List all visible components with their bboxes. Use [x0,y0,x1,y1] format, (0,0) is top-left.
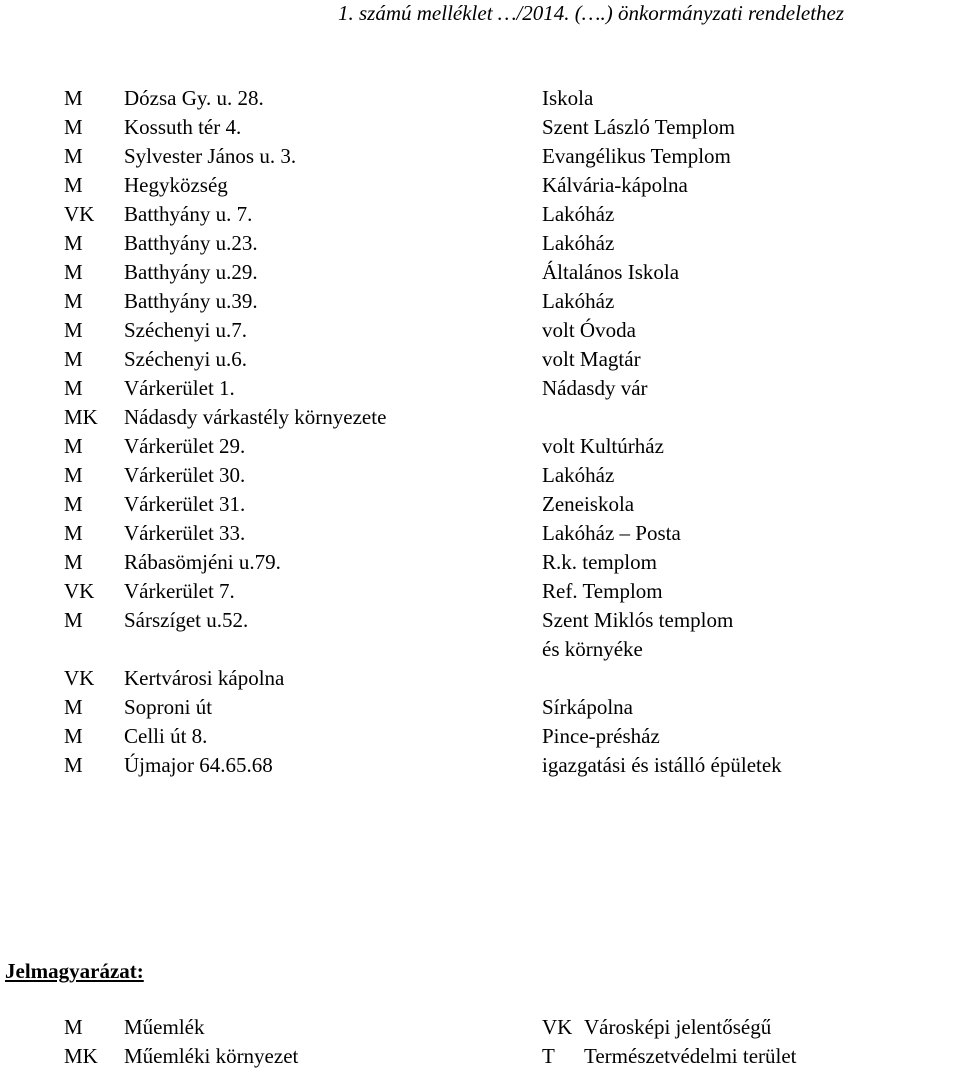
item-description: volt Magtár [542,347,641,371]
list-item [0,432,960,461]
item-code: M [64,231,83,255]
item-description: volt Kultúrház [542,434,664,458]
item-code: M [64,144,83,168]
legend-code: VK [542,1015,573,1039]
item-code: M [64,115,83,139]
item-code: M [64,550,83,574]
legend-code: M [64,1015,83,1039]
item-code: M [64,318,83,342]
list-item [0,200,960,229]
item-description-line1: Szent Miklós templom [542,608,734,632]
item-description: Lakóház – Posta [542,521,681,545]
item-address: Várkerület 31. [124,492,246,516]
legend-row [0,1013,960,1042]
item-code: VK [64,202,95,226]
annex-header: 1. számú melléklet …/2014. (….) önkormányzati rendelethez [338,1,845,25]
item-code: M [64,608,83,632]
legend-label: Műemléki környezet [124,1044,299,1068]
item-description-line2: és környéke [542,637,643,661]
list-item [0,606,960,664]
item-code: M [64,86,83,110]
item-description: Nádasdy vár [542,376,648,400]
item-code: M [64,434,83,458]
item-code: VK [64,579,95,603]
item-address: Soproni út [124,695,213,719]
legend-code: MK [64,1044,98,1068]
list-item [0,577,960,606]
item-description: Zeneiskola [542,492,635,516]
item-address: Várkerület 1. [124,376,235,400]
list-item [0,84,960,113]
item-address: Széchenyi u.7. [124,318,248,342]
list-item [0,403,960,432]
list-item [0,461,960,490]
legend-label: Természetvédelmi terület [584,1044,797,1068]
item-description: Lakóház [542,202,615,226]
legend-title: Jelmagyarázat: [5,959,144,983]
item-description: Lakóház [542,463,615,487]
list-item [0,722,960,751]
item-description: Evangélikus Templom [542,144,731,168]
list-item [0,751,960,780]
item-address: Várkerület 7. [124,579,235,603]
item-description: volt Óvoda [542,318,636,342]
item-address: Batthyány u. 7. [124,202,253,226]
item-description: R.k. templom [542,550,657,574]
item-address: Batthyány u.29. [124,260,258,284]
list-item [0,693,960,722]
item-description: Pince-présház [542,724,660,748]
item-code: M [64,173,83,197]
item-address: Nádasdy várkastély környezete [124,405,387,429]
list-item [0,229,960,258]
list-item [0,258,960,287]
item-address: Sárszíget u.52. [124,608,249,632]
list-item [0,345,960,374]
list-item [0,316,960,345]
item-address: Várkerület 30. [124,463,246,487]
item-code: M [64,289,83,313]
item-code: M [64,492,83,516]
item-description: Általános Iskola [542,260,680,284]
legend-label: Műemlék [124,1015,205,1039]
item-address: Várkerület 29. [124,434,246,458]
item-address: Széchenyi u.6. [124,347,248,371]
item-code: M [64,753,83,777]
item-address: Várkerület 33. [124,521,246,545]
list-item [0,519,960,548]
legend-label: Városképi jelentőségű [584,1015,772,1039]
item-address: Sylvester János u. 3. [124,144,297,168]
list-item [0,374,960,403]
item-address: Kertvárosi kápolna [124,666,285,690]
list-item [0,664,960,693]
list-item [0,142,960,171]
list-item [0,490,960,519]
item-description: Szent László Templom [542,115,735,139]
item-address: Újmajor 64.65.68 [124,753,273,777]
item-code: M [64,376,83,400]
list-item [0,287,960,316]
item-address: Kossuth tér 4. [124,115,242,139]
item-address: Hegyközség [124,173,228,197]
list-item [0,113,960,142]
item-description [542,606,733,664]
item-description: Sírkápolna [542,695,633,719]
item-description: Ref. Templom [542,579,663,603]
item-address: Batthyány u.23. [124,231,258,255]
list-item [0,548,960,577]
item-description: Iskola [542,86,594,110]
item-code: M [64,463,83,487]
item-description: Lakóház [542,289,615,313]
item-code: M [64,260,83,284]
item-code: M [64,521,83,545]
item-code: M [64,695,83,719]
item-address: Dózsa Gy. u. 28. [124,86,264,110]
item-description: Lakóház [542,231,615,255]
list-item [0,171,960,200]
legend [0,1013,960,1071]
item-code: M [64,724,83,748]
item-code: VK [64,666,95,690]
legend-code: T [542,1044,555,1068]
item-address: Rábasömjéni u.79. [124,550,281,574]
item-address: Batthyány u.39. [124,289,258,313]
legend-row [0,1042,960,1071]
item-description: igazgatási és istálló épületek [542,753,782,777]
item-code: M [64,347,83,371]
monument-list [0,84,960,780]
item-description: Kálvária-kápolna [542,173,688,197]
item-address: Celli út 8. [124,724,208,748]
item-code: MK [64,405,98,429]
